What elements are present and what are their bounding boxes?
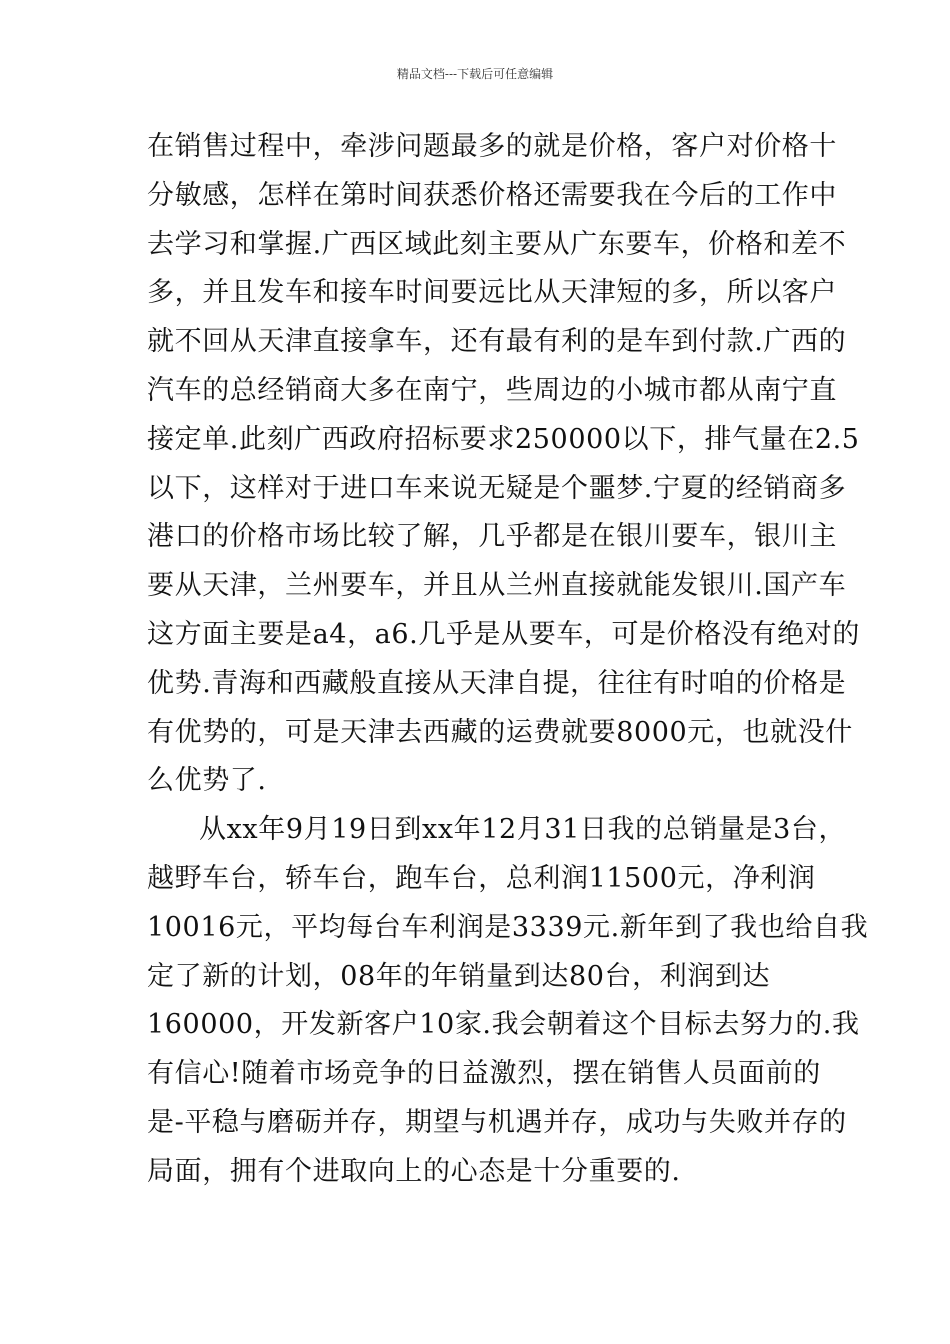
text-line: 10016元，平均每台车利润是3339元.新年到了我也给自我 <box>147 911 869 943</box>
text-line: 分敏感，怎样在第时间获悉价格还需要我在今后的工作中 <box>147 179 837 211</box>
paragraph-1 <box>147 123 860 806</box>
text-line: 汽车的总经销商大多在南宁，些周边的小城市都从南宁直 <box>147 374 837 406</box>
text-line: 港口的价格市场比较了解，几乎都是在银川要车，银川主 <box>147 521 837 553</box>
text-line: 是-平稳与磨砺并存，期望与机遇并存，成功与失败并存的 <box>147 1106 847 1138</box>
text-line: 有信心!随着市场竞争的日益激烈，摆在销售人员面前的 <box>147 1058 821 1090</box>
paragraph-2 <box>147 806 869 1196</box>
text-line: 定了新的计划，08年的年销量到达80台，利润到达 <box>147 960 771 992</box>
document-body <box>147 123 869 1197</box>
text-line: 有优势的，可是天津去西藏的运费就要8000元，也就没什 <box>147 716 853 748</box>
text-line: 就不回从天津直接拿车，还有最有利的是车到付款.广西的 <box>147 326 847 358</box>
text-line: 这方面主要是a4，a6.几乎是从要车，可是价格没有绝对的 <box>147 618 860 650</box>
text-line: 局面，拥有个进取向上的心态是十分重要的. <box>147 1155 681 1187</box>
text-line: 优势.青海和西藏般直接从天津自提，往往有时咱的价格是 <box>147 667 847 699</box>
text-line: 去学习和掌握.广西区域此刻主要从广东要车，价格和差不 <box>147 228 847 260</box>
text-line: 要从天津，兰州要车，并且从兰州直接就能发银川.国产车 <box>147 570 847 602</box>
page-header: 精品文档---下载后可任意编辑 <box>396 67 554 81</box>
text-line: 160000，开发新客户10家.我会朝着这个目标去努力的.我 <box>147 1009 860 1041</box>
text-line: 以下，这样对于进口车来说无疑是个噩梦.宁夏的经销商多 <box>147 472 847 504</box>
text-line: 越野车台，轿车台，跑车台，总利润11500元，净利润 <box>147 862 816 894</box>
text-line: 在销售过程中，牵涉问题最多的就是价格，客户对价格十 <box>147 131 837 162</box>
text-line: 接定单.此刻广西政府招标要求250000以下，排气量在2.5 <box>147 423 860 455</box>
text-line: 多，并且发车和接车时间要远比从天津短的多，所以客户 <box>147 277 837 309</box>
text-line: 从xx年9月19日到xx年12月31日我的总销量是3台， <box>199 814 847 846</box>
text-line: 么优势了. <box>147 765 267 797</box>
